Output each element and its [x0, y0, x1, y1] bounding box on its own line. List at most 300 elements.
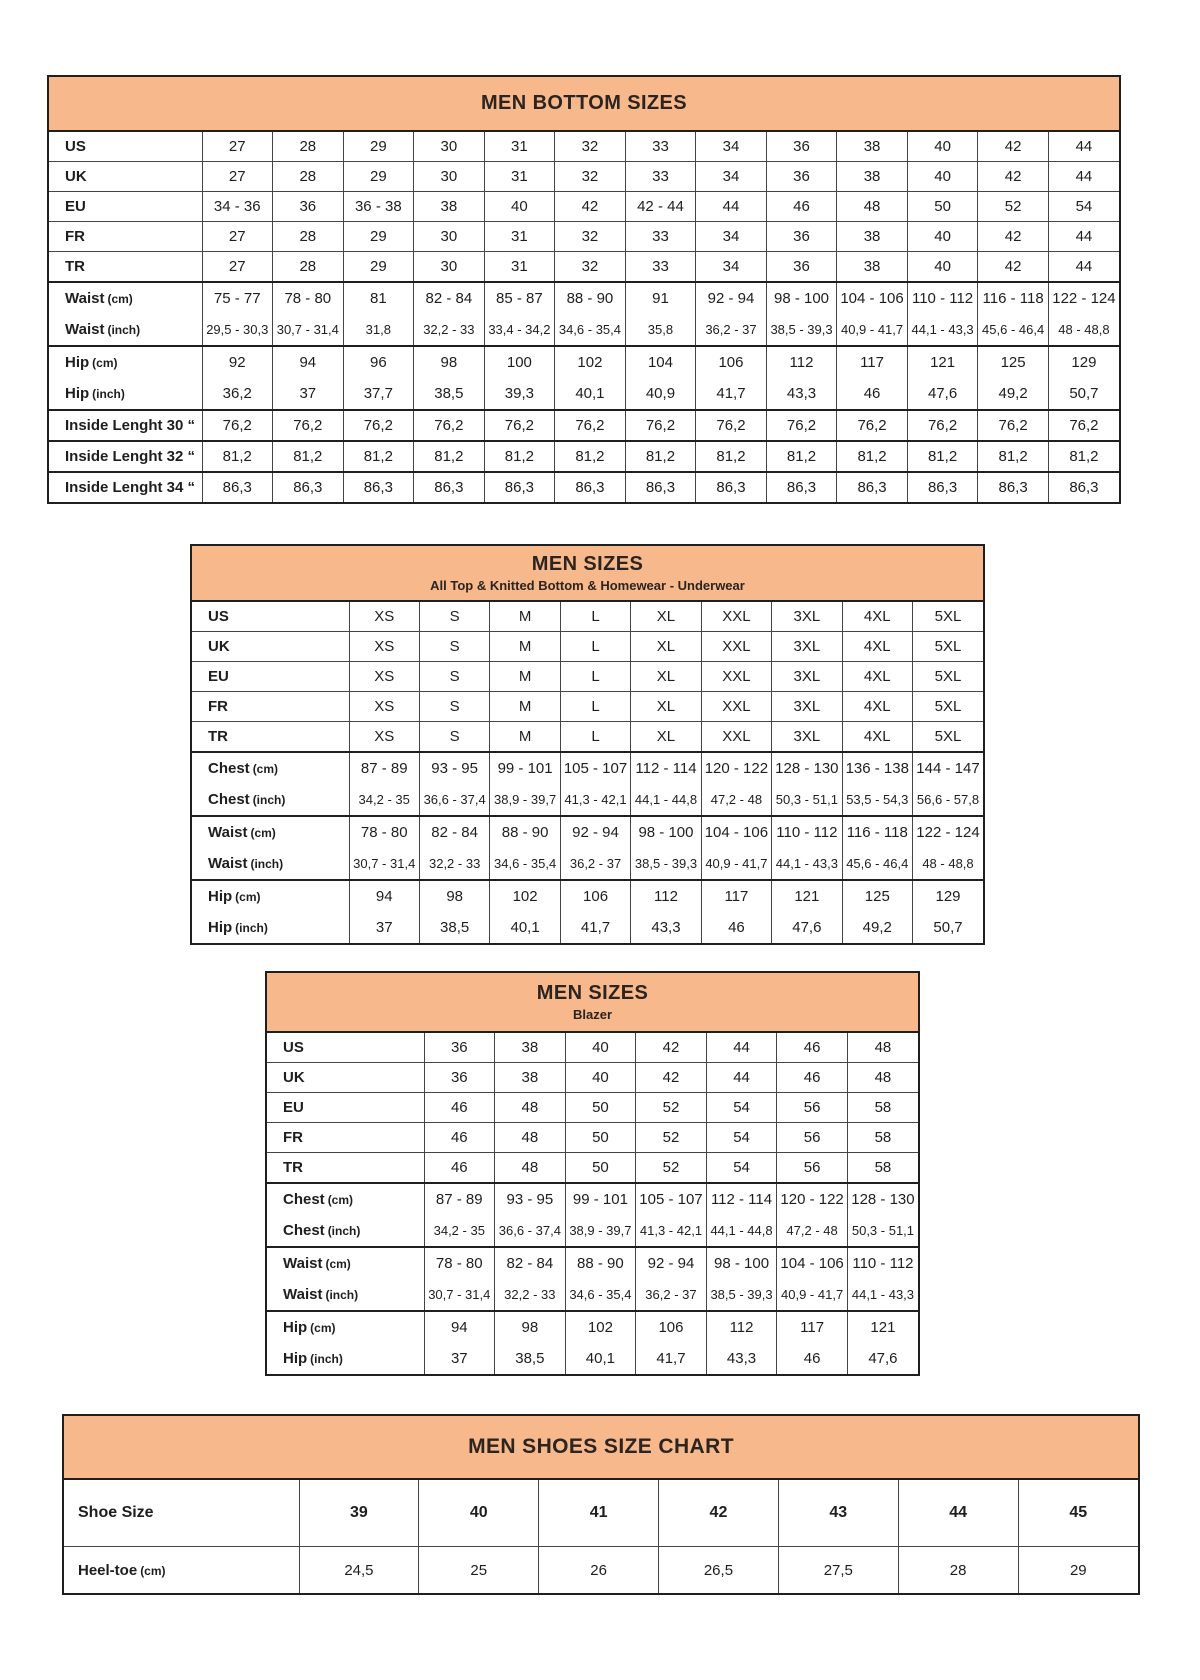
row-label — [49, 441, 202, 472]
data-cell: 52 — [636, 1153, 707, 1184]
row-label-text: FR — [208, 698, 228, 715]
data-cell: 85 - 87 — [484, 282, 555, 314]
data-cell: 81,2 — [555, 441, 626, 472]
data-cell: 86,3 — [343, 472, 414, 502]
data-cell: S — [419, 692, 489, 722]
men-bottom-sizes — [47, 75, 1121, 504]
data-cell: 128 - 130 — [847, 1183, 918, 1215]
table-row — [192, 632, 983, 662]
data-cell: 26,5 — [659, 1547, 779, 1594]
data-cell: 33,4 - 34,2 — [484, 314, 555, 346]
data-cell: 40 — [907, 222, 978, 252]
row-label-text: TR — [65, 258, 85, 275]
data-cell: 104 - 106 — [777, 1247, 848, 1279]
data-cell: 129 — [913, 880, 984, 912]
data-cell: 54 — [706, 1093, 777, 1123]
data-cell: 46 — [701, 912, 771, 943]
data-cell: 30,7 - 31,4 — [424, 1279, 495, 1311]
data-cell: 26 — [539, 1547, 659, 1594]
data-cell: 106 — [636, 1311, 707, 1343]
table-row — [49, 378, 1119, 410]
data-cell: 44 — [706, 1033, 777, 1063]
data-cell: 50,7 — [1048, 378, 1119, 410]
data-cell: 104 — [625, 346, 696, 378]
table-row — [49, 222, 1119, 252]
data-cell: 38 — [837, 222, 908, 252]
data-cell: 32,2 - 33 — [419, 848, 489, 880]
table-row — [49, 441, 1119, 472]
data-cell: 40 — [907, 132, 978, 162]
row-label-text: Hip — [208, 888, 233, 905]
data-cell: 38 — [837, 252, 908, 283]
data-cell: 81 — [343, 282, 414, 314]
data-cell: 46 — [424, 1153, 495, 1184]
data-cell: 42 — [636, 1033, 707, 1063]
data-cell: M — [490, 692, 560, 722]
data-cell: 102 — [565, 1311, 636, 1343]
row-label-unit: (inch) — [325, 1288, 359, 1302]
data-cell: 81,2 — [837, 441, 908, 472]
row-label — [267, 1215, 424, 1247]
data-cell: 4XL — [842, 692, 912, 722]
data-cell: 86,3 — [978, 472, 1049, 502]
row-label — [49, 410, 202, 441]
data-cell: 47,6 — [772, 912, 842, 943]
row-label — [192, 602, 349, 632]
data-cell: 129 — [1048, 346, 1119, 378]
data-cell: 42 — [978, 162, 1049, 192]
data-cell: 125 — [842, 880, 912, 912]
data-cell: 30 — [414, 252, 485, 283]
row-label-text: Chest — [283, 1191, 325, 1208]
data-cell: 98 - 100 — [706, 1247, 777, 1279]
row-label-unit: (cm) — [107, 292, 133, 306]
data-cell: 94 — [349, 880, 419, 912]
table-row — [49, 192, 1119, 222]
row-label — [267, 1311, 424, 1343]
data-cell: 52 — [636, 1123, 707, 1153]
table-row — [267, 1247, 918, 1279]
table-row — [192, 602, 983, 632]
table-row — [49, 314, 1119, 346]
data-cell: 50,3 - 51,1 — [772, 784, 842, 816]
data-cell: XS — [349, 662, 419, 692]
data-cell: 46 — [777, 1343, 848, 1374]
data-cell: 28 — [273, 132, 344, 162]
data-cell: 50 — [907, 192, 978, 222]
data-cell: 120 - 122 — [777, 1183, 848, 1215]
data-cell: 98 - 100 — [631, 816, 701, 848]
data-cell: 46 — [424, 1093, 495, 1123]
data-cell: 46 — [777, 1033, 848, 1063]
data-cell: 40 — [419, 1480, 539, 1547]
data-cell: 87 - 89 — [349, 752, 419, 784]
data-cell: S — [419, 662, 489, 692]
data-cell: L — [560, 662, 630, 692]
data-cell: 93 - 95 — [495, 1183, 566, 1215]
data-cell: 81,2 — [202, 441, 273, 472]
row-label-unit: (inch) — [107, 323, 141, 337]
data-cell: 110 - 112 — [847, 1247, 918, 1279]
data-cell: 112 — [631, 880, 701, 912]
data-cell: 27,5 — [778, 1547, 898, 1594]
data-cell: XL — [631, 632, 701, 662]
data-cell: 40,1 — [555, 378, 626, 410]
table-subtitle: Blazer — [572, 1007, 613, 1022]
data-cell: 45,6 - 46,4 — [978, 314, 1049, 346]
data-cell: XL — [631, 662, 701, 692]
data-cell: 31 — [484, 132, 555, 162]
data-cell: 53,5 - 54,3 — [842, 784, 912, 816]
data-cell: 32 — [555, 222, 626, 252]
row-label — [49, 192, 202, 222]
data-cell: 81,2 — [625, 441, 696, 472]
data-cell: 86,3 — [273, 472, 344, 502]
row-label-unit: (cm) — [252, 762, 279, 776]
data-cell: XS — [349, 722, 419, 753]
row-label-text: Shoe Size — [78, 1504, 154, 1521]
data-cell: 36 — [766, 252, 837, 283]
data-cell: 96 — [343, 346, 414, 378]
data-cell: 92 - 94 — [636, 1247, 707, 1279]
data-cell: 39,3 — [484, 378, 555, 410]
row-label-text: US — [208, 608, 229, 625]
tables-root — [0, 75, 1200, 1595]
data-cell: 27 — [202, 132, 273, 162]
data-cell: 32 — [555, 162, 626, 192]
table-row — [192, 848, 983, 880]
data-cell: 88 - 90 — [555, 282, 626, 314]
row-label — [267, 1279, 424, 1311]
data-cell: 40,1 — [565, 1343, 636, 1374]
row-label-text: TR — [283, 1159, 303, 1176]
table-title: MEN SHOES SIZE CHART — [468, 1435, 734, 1458]
data-cell: 98 - 100 — [766, 282, 837, 314]
table-header — [267, 973, 918, 1033]
row-label — [192, 784, 349, 816]
data-cell: S — [419, 602, 489, 632]
data-cell: 81,2 — [907, 441, 978, 472]
data-cell: 4XL — [842, 662, 912, 692]
data-cell: 38,5 — [414, 378, 485, 410]
data-cell: 28 — [273, 252, 344, 283]
table-row — [267, 1093, 918, 1123]
data-cell: 48 — [495, 1153, 566, 1184]
data-cell: 27 — [202, 222, 273, 252]
row-label — [192, 912, 349, 943]
data-cell: 76,2 — [837, 410, 908, 441]
table-row — [49, 132, 1119, 162]
data-cell: 40,9 - 41,7 — [777, 1279, 848, 1311]
row-label — [49, 132, 202, 162]
data-cell: 36,2 - 37 — [560, 848, 630, 880]
data-cell: 46 — [837, 378, 908, 410]
data-cell: 3XL — [772, 722, 842, 753]
data-cell: 50 — [565, 1153, 636, 1184]
row-label-unit: (inch) — [327, 1224, 361, 1238]
data-cell: 44 — [706, 1063, 777, 1093]
data-cell: 102 — [555, 346, 626, 378]
data-cell: 5XL — [913, 692, 984, 722]
data-cell: S — [419, 632, 489, 662]
data-cell: 86,3 — [766, 472, 837, 502]
data-cell: 42 — [978, 252, 1049, 283]
row-label-text: UK — [208, 638, 230, 655]
data-cell: 125 — [978, 346, 1049, 378]
data-cell: 50 — [565, 1093, 636, 1123]
table-row — [64, 1480, 1138, 1547]
men-shoes-size-chart — [62, 1414, 1140, 1595]
data-cell: 44,1 - 43,3 — [772, 848, 842, 880]
data-cell: 94 — [424, 1311, 495, 1343]
data-cell: 98 — [414, 346, 485, 378]
row-label-text: US — [65, 138, 86, 155]
row-label-text: EU — [65, 198, 86, 215]
data-cell: 100 — [484, 346, 555, 378]
data-cell: 35,8 — [625, 314, 696, 346]
data-cell: 106 — [696, 346, 767, 378]
data-cell: 88 - 90 — [565, 1247, 636, 1279]
data-cell: 76,2 — [484, 410, 555, 441]
data-cell: 92 - 94 — [696, 282, 767, 314]
data-cell: 54 — [706, 1123, 777, 1153]
data-cell: 32,2 - 33 — [414, 314, 485, 346]
data-cell: 76,2 — [343, 410, 414, 441]
data-cell: 42 — [978, 132, 1049, 162]
data-cell: 37 — [424, 1343, 495, 1374]
row-label — [267, 1063, 424, 1093]
data-cell: 43,3 — [706, 1343, 777, 1374]
row-label — [49, 314, 202, 346]
data-cell: L — [560, 692, 630, 722]
data-cell: 104 - 106 — [837, 282, 908, 314]
data-cell: 105 - 107 — [636, 1183, 707, 1215]
data-cell: 40 — [907, 252, 978, 283]
data-cell: 36 — [273, 192, 344, 222]
data-cell: 98 — [495, 1311, 566, 1343]
data-cell: 31 — [484, 162, 555, 192]
data-cell: 49,2 — [842, 912, 912, 943]
data-cell: 82 - 84 — [414, 282, 485, 314]
data-cell: 136 - 138 — [842, 752, 912, 784]
row-label-unit: (cm) — [140, 1563, 166, 1578]
data-cell: 76,2 — [978, 410, 1049, 441]
data-cell: 36 — [766, 132, 837, 162]
data-cell: 87 - 89 — [424, 1183, 495, 1215]
row-label-text: Waist — [283, 1255, 323, 1272]
row-label-text: US — [283, 1039, 304, 1056]
table-row — [49, 346, 1119, 378]
data-cell: 47,2 - 48 — [777, 1215, 848, 1247]
data-cell: 76,2 — [625, 410, 696, 441]
table-row — [49, 410, 1119, 441]
size-grid — [192, 602, 983, 943]
data-cell: 116 - 118 — [978, 282, 1049, 314]
data-cell: M — [490, 722, 560, 753]
men-sizes-top — [190, 544, 985, 945]
data-cell: 48 - 48,8 — [1048, 314, 1119, 346]
data-cell: 112 — [706, 1311, 777, 1343]
data-cell: 120 - 122 — [701, 752, 771, 784]
data-cell: XXL — [701, 602, 771, 632]
row-label-text: Chest — [283, 1222, 325, 1239]
data-cell: 30 — [414, 132, 485, 162]
data-cell: 43,3 — [631, 912, 701, 943]
data-cell: M — [490, 662, 560, 692]
row-label — [192, 752, 349, 784]
data-cell: 38,9 - 39,7 — [565, 1215, 636, 1247]
data-cell: 122 - 124 — [913, 816, 984, 848]
table-row — [49, 282, 1119, 314]
data-cell: 86,3 — [484, 472, 555, 502]
data-cell: 28 — [273, 222, 344, 252]
row-label-unit: (cm) — [310, 1321, 336, 1335]
row-label — [267, 1247, 424, 1279]
row-label-text: Hip — [208, 919, 233, 936]
data-cell: 47,6 — [907, 378, 978, 410]
data-cell: 3XL — [772, 602, 842, 632]
data-cell: 98 — [419, 880, 489, 912]
data-cell: 76,2 — [555, 410, 626, 441]
table-row — [49, 252, 1119, 283]
data-cell: 86,3 — [625, 472, 696, 502]
data-cell: 82 - 84 — [419, 816, 489, 848]
data-cell: 56 — [777, 1153, 848, 1184]
data-cell: 3XL — [772, 632, 842, 662]
row-label-text: Waist — [65, 321, 105, 338]
data-cell: 36 — [424, 1033, 495, 1063]
data-cell: 52 — [636, 1093, 707, 1123]
data-cell: 76,2 — [696, 410, 767, 441]
table-row — [49, 472, 1119, 502]
data-cell: 29,5 - 30,3 — [202, 314, 273, 346]
row-label-text: EU — [208, 668, 229, 685]
row-label-unit: (cm) — [92, 356, 118, 370]
row-label-unit: (inch) — [235, 921, 268, 935]
row-label-text: FR — [65, 228, 85, 245]
data-cell: 41,7 — [636, 1343, 707, 1374]
data-cell: 76,2 — [202, 410, 273, 441]
data-cell: 41,3 - 42,1 — [636, 1215, 707, 1247]
data-cell: 104 - 106 — [701, 816, 771, 848]
data-cell: 121 — [907, 346, 978, 378]
data-cell: 46 — [424, 1123, 495, 1153]
data-cell: 48 — [847, 1033, 918, 1063]
data-cell: 34,2 - 35 — [349, 784, 419, 816]
data-cell: 86,3 — [907, 472, 978, 502]
data-cell: XXL — [701, 722, 771, 753]
data-cell: 34,6 - 35,4 — [555, 314, 626, 346]
data-cell: 40,9 - 41,7 — [837, 314, 908, 346]
data-cell: 36 — [424, 1063, 495, 1093]
row-label-text: Hip — [65, 354, 90, 371]
row-label-text: Hip — [283, 1319, 308, 1336]
data-cell: M — [490, 602, 560, 632]
data-cell: 112 - 114 — [706, 1183, 777, 1215]
data-cell: 56,6 - 57,8 — [913, 784, 984, 816]
data-cell: 38,5 — [419, 912, 489, 943]
data-cell: 92 — [202, 346, 273, 378]
data-cell: 144 - 147 — [913, 752, 984, 784]
data-cell: 44,1 - 44,8 — [706, 1215, 777, 1247]
data-cell: XS — [349, 632, 419, 662]
data-cell: 86,3 — [696, 472, 767, 502]
row-label — [64, 1547, 299, 1594]
data-cell: 106 — [560, 880, 630, 912]
table-row — [192, 912, 983, 943]
data-cell: 41,7 — [560, 912, 630, 943]
data-cell: 34 — [696, 222, 767, 252]
data-cell: 78 - 80 — [273, 282, 344, 314]
data-cell: 86,3 — [555, 472, 626, 502]
table-row — [192, 692, 983, 722]
data-cell: 32,2 - 33 — [495, 1279, 566, 1311]
data-cell: 94 — [273, 346, 344, 378]
data-cell: 41 — [539, 1480, 659, 1547]
row-label — [49, 222, 202, 252]
data-cell: 33 — [625, 132, 696, 162]
data-cell: 38,5 - 39,3 — [706, 1279, 777, 1311]
data-cell: 41,7 — [696, 378, 767, 410]
data-cell: 31 — [484, 252, 555, 283]
data-cell: 76,2 — [273, 410, 344, 441]
data-cell: 43 — [778, 1480, 898, 1547]
data-cell: 50,3 - 51,1 — [847, 1215, 918, 1247]
row-label-text: FR — [283, 1129, 303, 1146]
data-cell: 50,7 — [913, 912, 984, 943]
data-cell: 38,5 - 39,3 — [631, 848, 701, 880]
data-cell: 75 - 77 — [202, 282, 273, 314]
data-cell: 117 — [701, 880, 771, 912]
data-cell: 41,3 - 42,1 — [560, 784, 630, 816]
data-cell: 44 — [1048, 132, 1119, 162]
table-row — [267, 1183, 918, 1215]
data-cell: 99 - 101 — [565, 1183, 636, 1215]
data-cell: 27 — [202, 252, 273, 283]
data-cell: 38 — [495, 1063, 566, 1093]
row-label — [49, 378, 202, 410]
data-cell: 40 — [565, 1033, 636, 1063]
page — [0, 75, 1200, 1680]
data-cell: 36 — [766, 162, 837, 192]
row-label-text: Waist — [208, 855, 248, 872]
data-cell: 76,2 — [414, 410, 485, 441]
data-cell: 121 — [772, 880, 842, 912]
row-label — [192, 880, 349, 912]
data-cell: 37 — [273, 378, 344, 410]
data-cell: 81,2 — [343, 441, 414, 472]
data-cell: 5XL — [913, 632, 984, 662]
data-cell: S — [419, 722, 489, 753]
table-row — [192, 722, 983, 753]
data-cell: 116 - 118 — [842, 816, 912, 848]
data-cell: 50 — [565, 1123, 636, 1153]
data-cell: XL — [631, 602, 701, 632]
data-cell: XS — [349, 602, 419, 632]
data-cell: 93 - 95 — [419, 752, 489, 784]
row-label — [267, 1343, 424, 1374]
data-cell: 38,5 — [495, 1343, 566, 1374]
row-label — [267, 1093, 424, 1123]
data-cell: XXL — [701, 662, 771, 692]
data-cell: 46 — [777, 1063, 848, 1093]
data-cell: 48 — [837, 192, 908, 222]
data-cell: 45 — [1018, 1480, 1138, 1547]
data-cell: 30 — [414, 222, 485, 252]
data-cell: 81,2 — [696, 441, 767, 472]
data-cell: 29 — [343, 222, 414, 252]
data-cell: 44,1 - 43,3 — [847, 1279, 918, 1311]
